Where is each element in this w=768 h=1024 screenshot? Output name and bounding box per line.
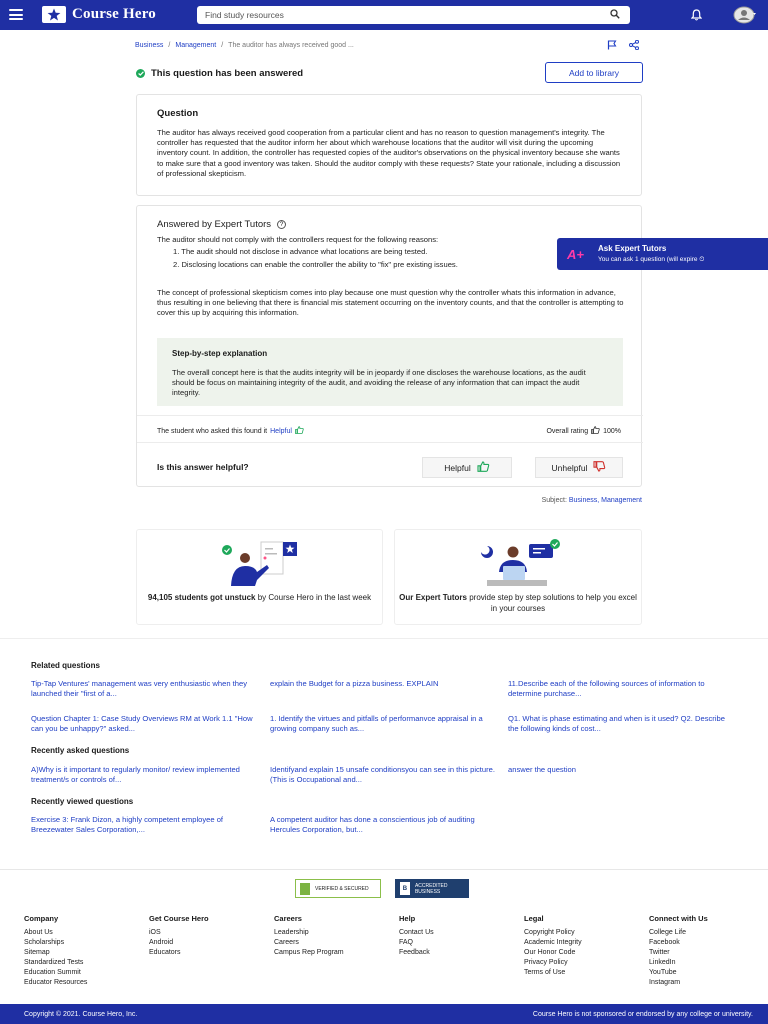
footer-link[interactable]: Feedback xyxy=(399,949,430,957)
breadcrumb-current: The auditor has always received good ... xyxy=(228,42,354,49)
divider xyxy=(0,869,768,870)
ask-expert-tutors-panel[interactable] xyxy=(557,238,768,270)
answer-heading xyxy=(157,219,286,230)
question-text: The auditor has always received good cooperation from a particular client and has no reason to question management's integrity. The controller has requested that the auditor inform her about which warehouse locations that the auditor will visit during the upcoming inventory count. In addition, the controller has requested copies of the auditor's observations on the physical inventory because she wants to make sure that a good inventory was taken. Should the auditor comply with these requests? State your rationale, including a discussion of professional skepticism. xyxy=(157,128,621,178)
page-actions xyxy=(607,40,639,52)
student-illustration-icon xyxy=(213,538,313,588)
footer-link[interactable]: Standardized Tests xyxy=(24,959,84,967)
rating-label: Overall rating xyxy=(546,427,589,435)
divider xyxy=(137,442,643,443)
answer-intro: The auditor should not comply with the controllers request for the following reasons: xyxy=(157,235,439,244)
bbb-accredited-badge[interactable] xyxy=(395,879,469,898)
disclaimer: Course Hero is not sponsored or endorsed by any college or university. xyxy=(532,1010,753,1018)
answered-status xyxy=(136,68,303,79)
subject-links[interactable]: Business, Management xyxy=(568,497,642,504)
footer-column xyxy=(149,914,274,989)
footer-link[interactable]: iOS xyxy=(149,929,161,936)
unhelpful-button[interactable] xyxy=(535,457,623,478)
answer-points xyxy=(173,246,458,271)
related-question-link[interactable]: Tip-Tap Ventures' management was very enthusiastic when they launched their "first of a... xyxy=(31,679,248,698)
thumbs-up-icon xyxy=(591,426,600,436)
notification-bell-icon[interactable] xyxy=(691,9,702,23)
breadcrumb-separator: / xyxy=(221,42,224,49)
search-icon[interactable] xyxy=(610,9,620,21)
breadcrumb xyxy=(135,42,354,49)
footer-link[interactable]: Scholarships xyxy=(24,939,65,947)
viewed-question-link[interactable]: A competent auditor has done a conscientious job of auditing Hercules Corporation, but... xyxy=(270,815,475,834)
footer-column-heading: Get Course Hero xyxy=(149,914,209,923)
footer-link[interactable]: College Life xyxy=(649,929,686,936)
subject-label: Subject: xyxy=(541,497,567,504)
help-question-icon[interactable]: ? xyxy=(277,220,286,229)
rating-value: 100% xyxy=(603,427,621,435)
breadcrumb-separator: / xyxy=(168,42,171,49)
footer-link[interactable]: Contact Us xyxy=(399,929,434,936)
copyright: Copyright © 2021. Course Hero, Inc. xyxy=(24,1010,138,1018)
recent-question-link[interactable]: A)Why is it important to regularly monitor/ review implemented treatment/s or controls of... xyxy=(31,765,240,784)
footer-link[interactable]: Leadership xyxy=(274,929,309,936)
promo-students-unstuck xyxy=(136,529,383,625)
answer-paragraph: The concept of professional skepticism comes into play because one must question why the controller whats this information in advance, thus resulting in one believing that there is financial mis statement occurring on the inventory counts, and that the controller is attempting to cover this up by acquiring this information. xyxy=(157,288,624,318)
helpful-button[interactable] xyxy=(422,457,512,478)
search-input[interactable] xyxy=(197,6,630,24)
ask-tutors-subtitle: You can ask 1 question (will expire ⏲ xyxy=(597,256,705,263)
breadcrumb-management[interactable]: Management xyxy=(175,42,217,49)
footer-link[interactable]: About Us xyxy=(24,929,53,936)
helpful-question: Is this answer helpful? xyxy=(157,462,249,472)
footer-column xyxy=(274,914,399,989)
related-question-link[interactable]: 1. Identify the virtues and pitfalls of performanvce appraisal in a growing company such as... xyxy=(270,714,483,733)
footer-column-heading: Legal xyxy=(524,914,544,923)
footer-link[interactable]: FAQ xyxy=(399,939,414,947)
check-circle-icon xyxy=(136,69,145,78)
a-plus-icon: A+ xyxy=(567,246,584,262)
bbb-logo-icon: B xyxy=(400,882,410,895)
footer-link[interactable]: Android xyxy=(149,939,174,947)
footer-link[interactable]: Terms of Use xyxy=(524,969,566,977)
footer-link[interactable]: Twitter xyxy=(649,949,670,957)
unhelpful-label: Unhelpful xyxy=(551,462,588,473)
step-by-step-box xyxy=(157,338,623,406)
course-hero-logo[interactable] xyxy=(42,6,156,23)
add-to-library-button[interactable]: Add to library xyxy=(545,62,643,83)
answered-label: This question has been answered xyxy=(151,68,304,79)
step-text: The overall concept here is that the audits integrity will be in jeopardy if one discloses the warehouse locations, as the audit should be focus on maintaining integrity of the audit, and avoiding the release of any information that can impact the audit integrity. xyxy=(172,368,586,398)
footer-link[interactable]: Our Honor Code xyxy=(524,949,576,957)
footer-link[interactable]: Privacy Policy xyxy=(524,959,568,967)
viewed-question-link[interactable]: Exercise 3: Frank Dizon, a highly competent employee of Breezewater Sales Corporation,... xyxy=(31,815,224,834)
footer-link[interactable]: Educator Resources xyxy=(24,979,88,987)
flag-icon[interactable] xyxy=(607,40,617,52)
answer-point: 1. The audit should not disclose in advance what locations are being tested. xyxy=(173,247,428,256)
shield-icon xyxy=(300,883,310,895)
footer-link[interactable]: Education Summit xyxy=(24,969,81,977)
footer-column-heading: Connect with Us xyxy=(649,914,708,923)
footer-columns xyxy=(24,914,768,989)
recently-asked-heading: Recently asked questions xyxy=(31,746,130,755)
subject-line xyxy=(542,497,642,504)
hamburger-menu-icon[interactable] xyxy=(9,9,23,20)
timer-icon: ⏲ xyxy=(699,256,705,263)
recent-question-link[interactable]: Identifyand explain 15 unsafe conditionsyou can see in this picture. (This is Occupational and... xyxy=(270,765,496,784)
user-avatar[interactable] xyxy=(733,6,757,24)
footer-column-heading: Company xyxy=(24,914,59,923)
verified-secured-badge[interactable] xyxy=(295,879,381,898)
footer-link[interactable]: Sitemap xyxy=(24,949,50,957)
related-question-link[interactable]: 11.Describe each of the following sources of information to determine purchase... xyxy=(508,679,705,698)
footer-column xyxy=(649,914,768,989)
related-question-link[interactable]: Q1. What is phase estimating and when is it used? Q2. Describe the following kinds of cost... xyxy=(508,714,725,733)
breadcrumb-business[interactable]: Business xyxy=(135,42,164,49)
footer-link[interactable]: Copyright Policy xyxy=(524,929,575,936)
answer-point: 2. Disclosing locations can enable the controller the ability to "fix" pre existing issues. xyxy=(173,259,458,269)
footer-link[interactable]: Facebook xyxy=(649,939,680,947)
promo-text: 94,105 students got unstuck by Course Hero in the last week xyxy=(147,593,372,602)
question-card xyxy=(136,94,642,196)
thumbs-up-icon xyxy=(295,426,304,436)
badge-label: ACCREDITED BUSINESS xyxy=(414,882,448,895)
footer-link[interactable]: Careers xyxy=(274,939,299,947)
promo-expert-tutors xyxy=(394,529,642,625)
footer-bar xyxy=(0,1004,768,1024)
student-found-helpful xyxy=(157,426,304,436)
tutor-illustration-icon xyxy=(469,538,569,588)
footer-column-heading: Careers xyxy=(274,914,302,923)
trust-badges xyxy=(295,879,469,898)
promo-text: Our Expert Tutors provide step by step solutions to help you excel in your courses xyxy=(399,593,637,613)
footer-column xyxy=(399,914,524,989)
footer-link[interactable]: Academic Integrity xyxy=(524,939,582,947)
recent-question-link[interactable]: answer the question xyxy=(508,765,576,774)
logo-text: Course Hero xyxy=(72,6,156,22)
footer-column xyxy=(524,914,649,989)
helpful-label: Helpful xyxy=(444,462,471,473)
found-prefix: The student who asked this found it xyxy=(157,427,268,435)
answer-heading-label: Answered by Expert Tutors xyxy=(157,219,272,230)
footer-link[interactable]: Educators xyxy=(149,949,181,957)
badge-label: VERIFIED & SECURED xyxy=(315,885,369,892)
search-placeholder: Find study resources xyxy=(205,10,284,20)
star-logo-icon xyxy=(42,6,66,23)
thumbs-down-icon xyxy=(593,461,606,474)
related-questions-heading: Related questions xyxy=(31,661,100,670)
footer-link[interactable]: Instagram xyxy=(649,979,681,987)
related-question-link[interactable]: Question Chapter 1: Case Study Overviews RM at Work 1.1 "How can you be unhappy?" asked... xyxy=(31,714,253,733)
footer-column-heading: Help xyxy=(399,914,416,923)
thumbs-up-icon xyxy=(477,461,490,474)
step-title: Step-by-step explanation xyxy=(172,349,268,358)
divider xyxy=(137,415,643,416)
related-question-link[interactable]: explain the Budget for a pizza business. EXPLAIN xyxy=(270,679,439,688)
footer-link[interactable]: LinkedIn xyxy=(649,959,676,967)
footer-link[interactable]: YouTube xyxy=(649,969,677,977)
question-heading: Question xyxy=(157,108,199,119)
overall-rating xyxy=(546,426,621,436)
footer-link[interactable]: Campus Rep Program xyxy=(274,949,344,957)
top-navigation-bar xyxy=(0,0,768,30)
recently-viewed-heading: Recently viewed questions xyxy=(31,797,134,806)
found-value: Helpful xyxy=(270,427,292,435)
ask-tutors-title: Ask Expert Tutors xyxy=(597,244,667,253)
footer-column xyxy=(24,914,149,989)
share-icon[interactable] xyxy=(629,40,639,52)
divider xyxy=(0,638,768,639)
